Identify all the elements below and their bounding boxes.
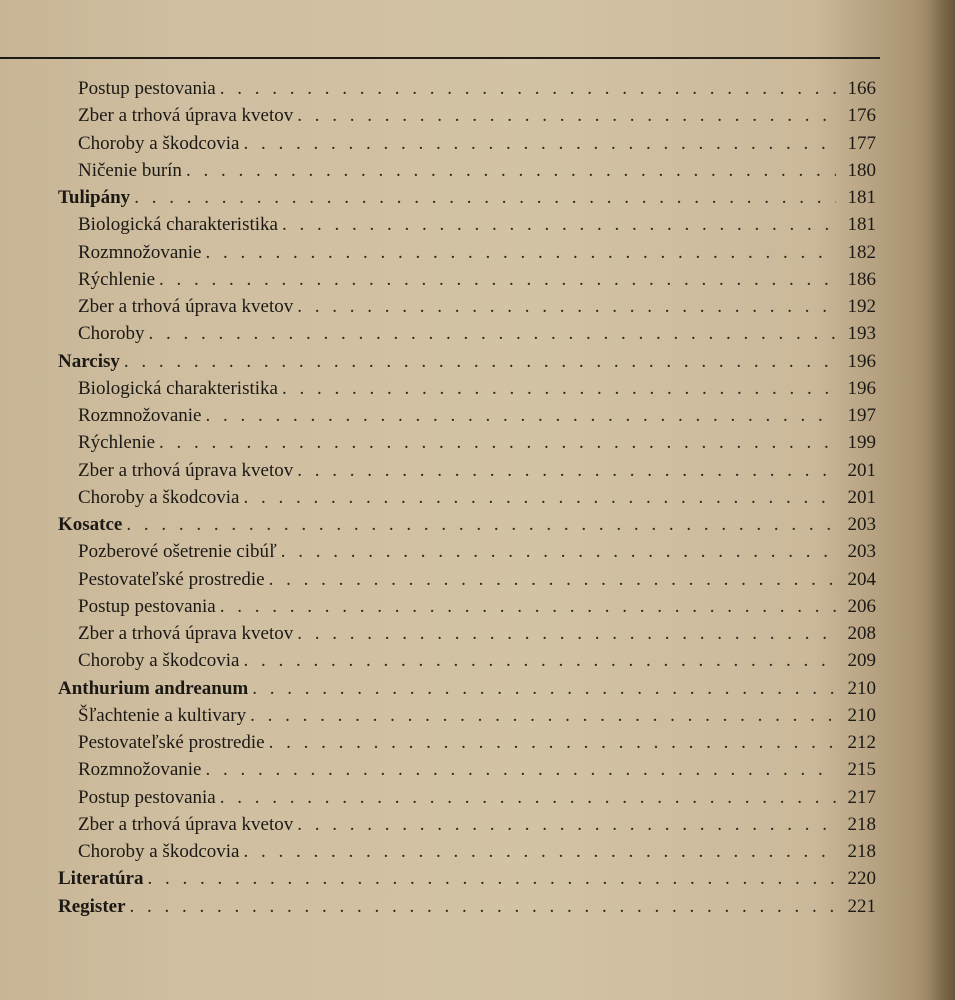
dot-leader [186,160,836,182]
toc-entry-page-number: 203 [847,514,876,535]
toc-entry-page-number: 203 [847,541,876,563]
toc-section-entry [58,105,876,132]
dot-leader [134,187,836,209]
toc-section-entry [58,596,876,623]
toc-section-entry [58,787,876,814]
dot-leader [250,705,836,727]
header-rule [0,57,880,59]
toc-entry-page-number: 201 [847,459,876,481]
toc-entry-title: Tulipány [58,187,131,208]
dot-leader [159,269,836,291]
dot-leader [205,405,836,427]
toc-entry-title: Biologická charakteristika [78,214,278,236]
toc-section-entry [58,460,876,487]
toc-entry-page-number: 180 [847,159,876,181]
toc-entry-title: Choroby a škodcovia [78,650,240,672]
toc-entry-page-number: 166 [847,78,876,99]
toc-entry-title: Anthurium andreanum [58,677,249,699]
toc-section-entry [58,732,876,759]
toc-entry-title: Rozmnožovanie [78,241,202,263]
dot-leader [149,323,837,345]
toc-entry-title: Pestovateľské prostredie [78,732,265,753]
toc-entry-title: Choroby a škodcovia [78,132,240,154]
toc-section-entry [58,432,876,459]
dot-leader [297,296,836,318]
toc-entry-page-number: 176 [847,105,876,127]
toc-section-entry [58,569,876,596]
toc-entry-title: Zber a trhová úprava kvetov [78,459,294,481]
toc-entry-page-number: 186 [847,268,876,290]
toc-section-entry [58,487,876,514]
toc-entry-title: Postup pestovania [78,78,216,99]
toc-section-entry [58,841,876,868]
toc-entry-title: Kosatce [58,514,123,535]
toc-section-entry [58,541,876,568]
toc-entry-page-number: 210 [847,704,876,726]
dot-leader [205,759,836,781]
dot-leader [243,650,836,672]
toc-section-entry [58,814,876,841]
toc-entry-page-number: 192 [847,296,876,317]
toc-chapter-entry [58,514,876,541]
dot-leader [220,78,836,100]
toc-chapter-entry [58,868,876,895]
toc-entry-title: Ničenie burín [78,159,182,181]
toc-section-entry [58,269,876,296]
toc-chapter-entry [58,187,876,214]
toc-entry-page-number: 201 [847,486,876,508]
toc-entry-page-number: 181 [847,214,876,236]
toc-entry-title: Register [58,895,126,917]
toc-chapter-entry [58,678,876,705]
toc-entry-title: Šľachtenie a kultivary [78,704,247,726]
dot-leader [281,541,836,563]
toc-entry-page-number: 212 [847,732,876,753]
toc-entry-title: Zber a trhová úprava kvetov [78,296,294,317]
dot-leader [205,242,836,264]
toc-section-entry [58,759,876,786]
toc-entry-page-number: 199 [847,432,876,454]
toc-entry-page-number: 218 [847,841,876,862]
toc-entry-title: Zber a trhová úprava kvetov [78,105,294,127]
toc-entry-page-number: 177 [847,132,876,154]
toc-entry-page-number: 217 [847,786,876,808]
dot-leader [297,623,836,645]
toc-entry-title: Choroby a škodcovia [78,841,240,862]
toc-section-entry [58,78,876,105]
toc-section-entry [58,378,876,405]
toc-entry-title: Rýchlenie [78,432,156,454]
toc-entry-page-number: 210 [847,677,876,699]
toc-entry-title: Zber a trhová úprava kvetov [78,813,294,835]
toc-entry-title: Rozmnožovanie [78,405,202,426]
dot-leader [297,105,836,127]
dot-leader [220,787,836,809]
toc-entry-page-number: 196 [847,350,876,372]
toc-section-entry [58,214,876,241]
toc-entry-title: Pozberové ošetrenie cibúľ [78,541,277,563]
toc-section-entry [58,160,876,187]
table-of-contents [58,78,876,923]
toc-chapter-entry [58,896,876,923]
dot-leader [269,569,836,591]
toc-section-entry [58,405,876,432]
toc-entry-title: Rýchlenie [78,268,156,290]
dot-leader [282,214,836,236]
toc-entry-page-number: 221 [847,895,876,917]
dot-leader [243,841,836,863]
toc-entry-page-number: 208 [847,623,876,644]
dot-leader [159,432,836,454]
toc-entry-page-number: 181 [847,187,876,208]
dot-leader [243,487,836,509]
dot-leader [297,814,836,836]
toc-chapter-entry [58,351,876,378]
toc-section-entry [58,242,876,269]
toc-entry-title: Pestovateľské prostredie [78,568,265,590]
dot-leader [243,133,836,155]
toc-entry-page-number: 197 [847,405,876,426]
dot-leader [130,896,836,918]
dot-leader [147,868,836,890]
toc-entry-page-number: 215 [847,759,876,781]
toc-entry-title: Zber a trhová úprava kvetov [78,623,294,644]
toc-entry-title: Rozmnožovanie [78,759,202,781]
dot-leader [282,378,836,400]
toc-entry-page-number: 209 [847,650,876,672]
toc-entry-page-number: 182 [847,241,876,263]
dot-leader [297,460,836,482]
toc-entry-title: Literatúra [58,868,144,890]
toc-entry-page-number: 218 [847,813,876,835]
toc-entry-title: Postup pestovania [78,786,216,808]
toc-entry-page-number: 196 [847,377,876,399]
toc-section-entry [58,133,876,160]
toc-section-entry [58,623,876,650]
toc-section-entry [58,296,876,323]
dot-leader [220,596,836,618]
toc-section-entry [58,650,876,677]
dot-leader [124,351,836,373]
toc-entry-title: Postup pestovania [78,595,216,617]
toc-entry-title: Choroby a škodcovia [78,486,240,508]
toc-entry-title: Biologická charakteristika [78,377,278,399]
toc-entry-title: Choroby [78,323,145,345]
toc-entry-page-number: 206 [847,595,876,617]
toc-section-entry [58,323,876,350]
toc-entry-page-number: 220 [847,868,876,890]
toc-entry-title: Narcisy [58,350,120,372]
toc-entry-page-number: 193 [847,323,876,345]
dot-leader [126,514,836,536]
page-edge-shadow [929,0,955,1000]
toc-entry-page-number: 204 [847,568,876,590]
toc-section-entry [58,705,876,732]
dot-leader [252,678,836,700]
dot-leader [269,732,836,754]
